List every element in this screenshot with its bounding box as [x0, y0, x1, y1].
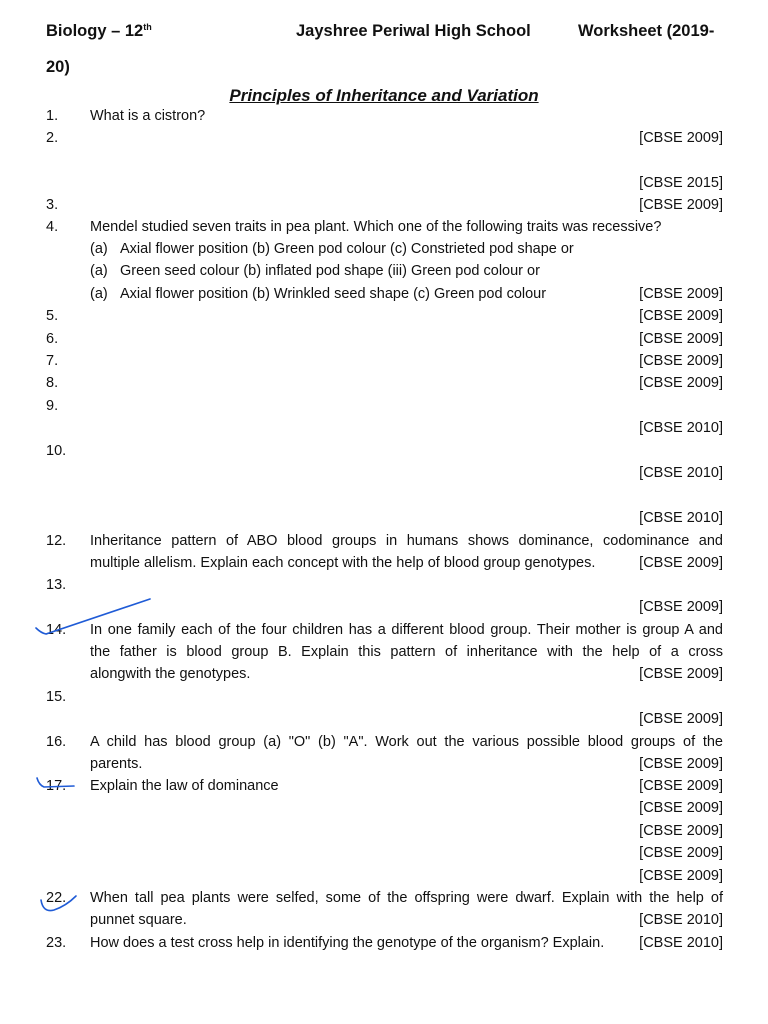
option-text: Axial flower position (b) Green pod colour (c) Constrieted pod shape or [120, 241, 574, 257]
question-number: 6. [46, 331, 59, 347]
question-number: 3. [46, 197, 59, 213]
cbse-reference: [CBSE 2009] [639, 353, 723, 369]
worksheet-title: Principles of Inheritance and Variation [229, 86, 539, 105]
cbse-reference: [CBSE 2009] [639, 555, 723, 571]
cbse-reference: [CBSE 2009] [639, 286, 723, 302]
question-row [0, 663, 768, 685]
question-row [0, 440, 768, 462]
school-name: Jayshree Periwal High School [296, 22, 531, 40]
question-number: 4. [46, 219, 59, 235]
question-row [0, 172, 768, 194]
question-number: 2. [46, 130, 59, 146]
option-row [0, 260, 768, 282]
question-text: alongwith the genotypes. [90, 666, 251, 682]
question-number: 5. [46, 308, 59, 324]
option-label: (a) [90, 263, 108, 279]
cbse-reference: [CBSE 2009] [639, 756, 723, 772]
subject-text: Biology – 12 [46, 22, 144, 40]
question-row [0, 395, 768, 417]
question-row [0, 552, 768, 574]
cbse-reference: [CBSE 2009] [639, 778, 723, 794]
question-text: Inheritance pattern of ABO blood groups in humans shows dominance, codominance and [90, 533, 723, 549]
cbse-reference: [CBSE 2009] [639, 666, 723, 682]
question-row [0, 887, 768, 909]
question-row [0, 842, 768, 864]
option-text: Green seed colour (b) inflated pod shape (iii) Green pod colour or [120, 263, 540, 279]
question-row [0, 305, 768, 327]
option-text: Axial flower position (b) Wrinkled seed shape (c) Green pod colour [120, 286, 547, 302]
cbse-reference: [CBSE 2015] [639, 175, 723, 191]
question-row [0, 775, 768, 797]
option-row [0, 283, 768, 305]
question-number: 7. [46, 353, 59, 369]
question-row [0, 216, 768, 238]
question-row [0, 731, 768, 753]
question-row [0, 105, 768, 127]
question-number: 1. [46, 108, 59, 124]
question-text: Explain the law of dominance [90, 778, 279, 794]
question-text: the father is blood group B. Explain this pattern of inheritance with the help of a cross [90, 644, 723, 660]
cbse-reference: [CBSE 2009] [639, 711, 723, 727]
question-number: 13. [46, 577, 67, 593]
cbse-reference: [CBSE 2010] [639, 935, 723, 951]
question-row [0, 507, 768, 529]
question-number: 10. [46, 443, 67, 459]
question-row [0, 865, 768, 887]
question-text: How does a test cross help in identifying the genotype of the organism? Explain. [90, 935, 605, 951]
question-number: 17. [46, 778, 67, 794]
question-row [0, 462, 768, 484]
cbse-reference: [CBSE 2009] [639, 823, 723, 839]
question-text: In one family each of the four children has a different blood group. Their mother is group A and [90, 622, 723, 638]
cbse-reference: [CBSE 2010] [639, 420, 723, 436]
question-row [0, 350, 768, 372]
cbse-reference: [CBSE 2009] [639, 800, 723, 816]
question-text: What is a cistron? [90, 108, 206, 124]
question-number: 22. [46, 890, 67, 906]
cbse-reference: [CBSE 2009] [639, 845, 723, 861]
question-number: 14. [46, 622, 67, 638]
question-text: When tall pea plants were selfed, some of the offspring were dwarf. Explain with the help of [90, 890, 723, 906]
worksheet-year-continued: 20) [46, 58, 70, 76]
question-row [0, 530, 768, 552]
question-row [0, 753, 768, 775]
question-row [0, 596, 768, 618]
question-row [0, 372, 768, 394]
question-number: 8. [46, 375, 59, 391]
question-text: Mendel studied seven traits in pea plant. Which one of the following traits was recessive? [90, 219, 662, 235]
question-row [0, 708, 768, 730]
question-text: A child has blood group (a) "O" (b) "A". Work out the various possible blood groups of the [90, 734, 723, 750]
question-row [0, 328, 768, 350]
question-row [0, 619, 768, 641]
cbse-reference: [CBSE 2009] [639, 599, 723, 615]
question-row [0, 574, 768, 596]
subject-superscript: th [143, 22, 152, 32]
worksheet-year: Worksheet (2019- [578, 22, 715, 40]
cbse-reference: [CBSE 2010] [639, 912, 723, 928]
question-row [0, 417, 768, 439]
cbse-reference: [CBSE 2009] [639, 375, 723, 391]
question-number: 9. [46, 398, 59, 414]
question-number: 15. [46, 689, 67, 705]
option-label: (a) [90, 286, 108, 302]
question-row [0, 127, 768, 149]
cbse-reference: [CBSE 2009] [639, 868, 723, 884]
question-row [0, 194, 768, 216]
cbse-reference: [CBSE 2009] [639, 331, 723, 347]
subject-heading [46, 22, 152, 41]
cbse-reference: [CBSE 2010] [639, 510, 723, 526]
question-row [0, 797, 768, 819]
question-row [0, 641, 768, 663]
cbse-reference: [CBSE 2009] [639, 197, 723, 213]
cbse-reference: [CBSE 2009] [639, 130, 723, 146]
question-row [0, 686, 768, 708]
question-row [0, 909, 768, 931]
question-number: 16. [46, 734, 67, 750]
question-number: 23. [46, 935, 67, 951]
option-label: (a) [90, 241, 108, 257]
question-row [0, 932, 768, 954]
cbse-reference: [CBSE 2009] [639, 308, 723, 324]
question-text: punnet square. [90, 912, 187, 928]
option-row [0, 238, 768, 260]
question-row [0, 820, 768, 842]
question-text: parents. [90, 756, 143, 772]
cbse-reference: [CBSE 2010] [639, 465, 723, 481]
question-number: 12. [46, 533, 67, 549]
question-text: multiple allelism. Explain each concept with the help of blood group genotypes. [90, 555, 596, 571]
